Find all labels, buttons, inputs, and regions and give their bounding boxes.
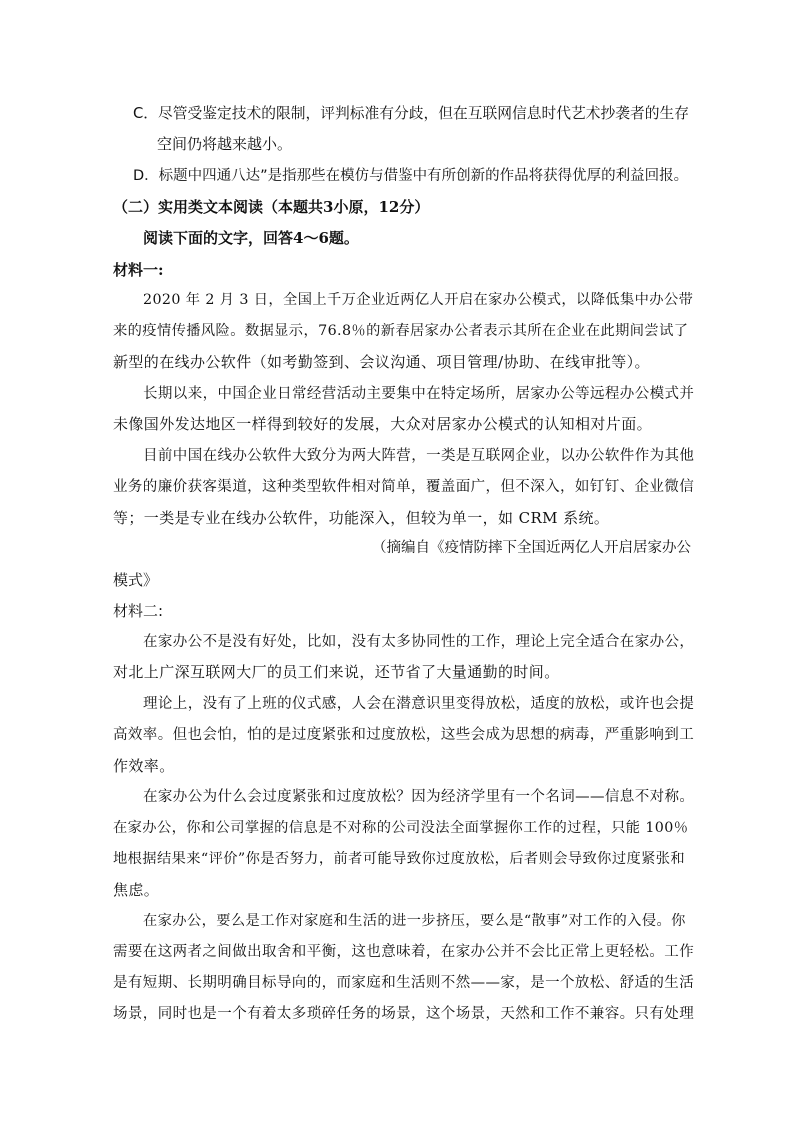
material2-p3-line-3: 地根据结果来“评价”你是否努力，前者可能导致你过度放松，后者则会导致你过度紧张和 (113, 851, 686, 867)
material2-p2-line-1: 理论上，没有了上班的仪式感，人会在潜意识里变得放松，适度的放松，或许也会提 (143, 696, 695, 712)
material1-source-line-2: 模式》 (113, 571, 159, 589)
material1-p2-line-2: 未像国外发达地区一样得到较好的发展，大众对居家办公模式的认知相对片面。 (113, 415, 653, 433)
option-c-line-1: C．尽管受鉴定技术的限制，评判标准有分歧，但在互联网信息时代艺术抄袭者的生存 (133, 105, 690, 122)
material1-source-line-1: （摘编自《疫情防摔下全国近两亿人开启居家办公 (372, 540, 691, 556)
material1-p3-line-3: 等；一类是专业在线办公软件，功能深入，但较为单一，如 CRM 系统。 (113, 509, 610, 527)
material1-label: 材料一: (113, 261, 164, 279)
material2-p4-line-3: 是有短期、长期明确目标导向的，而家庭和生活则不然——家，是一个放松、舒适的生活 (113, 975, 695, 991)
material1-p1-line-2: 来的疫情传播风险。数据显示，76.8％的新春居家办公者表示其所在企业在此期间尝试了 (113, 323, 689, 339)
option-c-line-2: 空间仍将越来越小。 (157, 135, 293, 153)
material2-p3-line-4: 焦虑。 (113, 881, 160, 899)
material1-p3-line-2: 业务的廉价获客渠道，这种类型软件相对简单，覆盖面广，但不深入，如钉钉、企业微信 (113, 479, 695, 495)
material1-p1-line-1: 2020 年 2 月 3 日，全国上千万企业近两亿人开启在家办公模式，以降低集中办公带 (143, 292, 694, 308)
option-d-line-1: D．标题中四通八达”是指那些在模仿与借鉴中有所创新的作品将获得优厚的利益回报。 (133, 168, 689, 184)
material2-label: 材料二: (113, 602, 164, 620)
material2-p2-line-2: 高效率。但也会怕，怕的是过度紧张和过度放松，这些会成为思想的病毒，严重影响到工 (113, 727, 695, 743)
material1-p2-line-1: 长期以来，中国企业日常经营活动主要集中在特定场所，居家办公等远程办公模式并 (143, 386, 695, 402)
material2-p1-line-1: 在家办公不是没有好处，比如，没有太多协同性的工作，理论上完全适合在家办公， (143, 634, 695, 650)
material2-p4-line-1: 在家办公，要么是工作对家庭和生活的进一步挤压，要么是“散事”对工作的入侵。你 (143, 913, 686, 929)
material1-p3-line-1: 目前中国在线办公软件大致分为两大阵营，一类是互联网企业，以办公软件作为其他 (143, 448, 695, 464)
section-heading: （二）实用类文本阅读（本题共3小原，12分） (113, 198, 430, 216)
material2-p3-line-2: 在家办公，你和公司掌握的信息是不对称的公司没法全面掌握你工作的过程，只能 100％ (113, 820, 689, 836)
section-instruction: 阅读下面的文字，回答4～6题。 (143, 229, 359, 247)
material2-p4-line-4: 场景，同时也是一个有着太多琐碎任务的场景，这个场景，天然和工作不兼容。只有处理 (113, 1006, 695, 1022)
material1-p1-line-3: 新型的在线办公软件（如考勤签到、会议沟通、项目管理/协助、在线审批等）。 (113, 353, 650, 371)
material2-p3-line-1: 在家办公为什么会过度紧张和过度放松？因为经济学里有一个名词——信息不对称。 (143, 789, 695, 805)
material2-p1-line-2: 对北上广深互联网大厂的员工们来说，还节省了大量通勤的时间。 (113, 663, 560, 681)
material2-p2-line-3: 作效率。 (113, 757, 175, 775)
material2-p4-line-2: 需要在这两者之间做出取舍和平衡，这也意味着，在家办公并不会比正常上更轻松。工作 (113, 944, 695, 960)
